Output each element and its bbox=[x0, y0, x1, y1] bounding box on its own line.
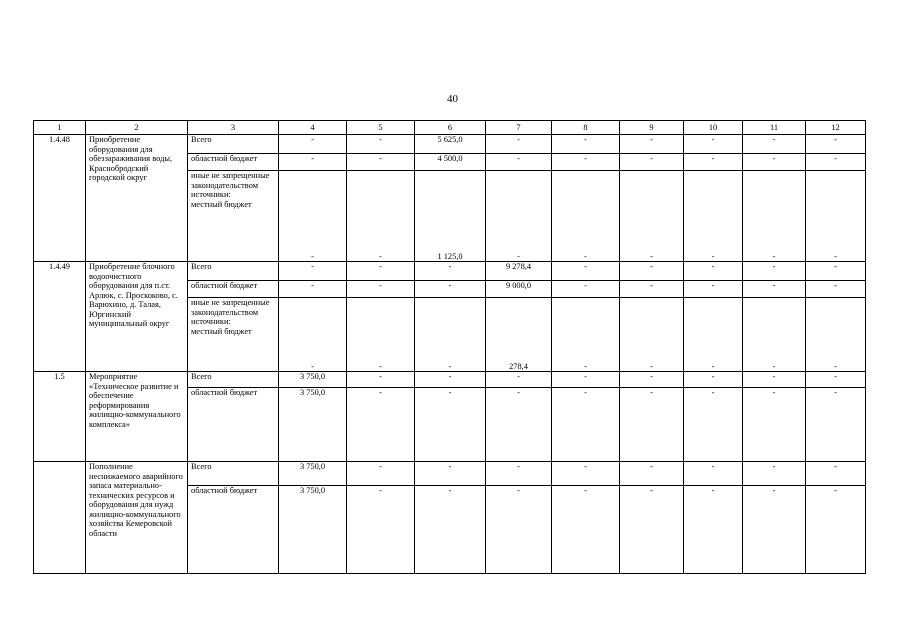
column-header: 4 bbox=[279, 121, 347, 135]
value-cell: - bbox=[552, 298, 620, 372]
funding-source-line: иные не запрещенные законодательством источники: bbox=[191, 171, 270, 199]
value-cell: - bbox=[347, 388, 415, 462]
column-header: 11 bbox=[743, 121, 806, 135]
value-cell: - bbox=[743, 388, 806, 462]
funding-source-line: местный бюджет bbox=[191, 326, 252, 336]
value-cell: - bbox=[806, 372, 866, 388]
value-cell: - bbox=[620, 298, 684, 372]
column-header: 1 bbox=[34, 121, 86, 135]
value-cell: 278,4 bbox=[486, 298, 552, 372]
value-cell: - bbox=[347, 298, 415, 372]
value-cell: - bbox=[347, 372, 415, 388]
value-cell: - bbox=[743, 154, 806, 171]
value-cell: - bbox=[684, 135, 743, 154]
value-cell: - bbox=[486, 388, 552, 462]
value-cell: - bbox=[806, 486, 866, 574]
value-cell: - bbox=[552, 281, 620, 298]
row-code bbox=[34, 462, 86, 574]
table-row bbox=[34, 462, 866, 486]
value-cell: - bbox=[347, 262, 415, 281]
value-cell: - bbox=[806, 262, 866, 281]
value-cell: 3 750,0 bbox=[279, 372, 347, 388]
budget-table bbox=[33, 120, 866, 574]
value-cell: - bbox=[806, 154, 866, 171]
value-cell: - bbox=[415, 388, 486, 462]
funding-source: Всего bbox=[188, 135, 279, 154]
value-cell: 1 125,0 bbox=[415, 171, 486, 262]
row-title: Пополнение неснижаемого аварийного запаса материально-технических ресурсов и оборудования для нужд жилищно-коммунального хозяйства Кемеровской области bbox=[86, 462, 188, 574]
value-cell: - bbox=[552, 486, 620, 574]
value-cell: - bbox=[620, 372, 684, 388]
value-cell: - bbox=[620, 486, 684, 574]
funding-source bbox=[188, 298, 279, 372]
value-cell: - bbox=[743, 281, 806, 298]
value-cell: - bbox=[552, 262, 620, 281]
value-cell: - bbox=[347, 486, 415, 574]
value-cell: - bbox=[415, 262, 486, 281]
value-cell: - bbox=[486, 135, 552, 154]
page-number: 40 bbox=[447, 93, 458, 105]
value-cell: - bbox=[806, 171, 866, 262]
value-cell: - bbox=[279, 154, 347, 171]
value-cell: - bbox=[743, 262, 806, 281]
value-cell: - bbox=[415, 281, 486, 298]
value-cell: - bbox=[620, 135, 684, 154]
table-row bbox=[34, 135, 866, 154]
value-cell: - bbox=[552, 154, 620, 171]
value-cell: 3 750,0 bbox=[279, 486, 347, 574]
value-cell: - bbox=[743, 298, 806, 372]
column-header: 3 bbox=[188, 121, 279, 135]
value-cell: - bbox=[415, 372, 486, 388]
value-cell: - bbox=[415, 462, 486, 486]
value-cell: - bbox=[347, 171, 415, 262]
column-header: 7 bbox=[486, 121, 552, 135]
value-cell: - bbox=[684, 171, 743, 262]
value-cell: - bbox=[743, 462, 806, 486]
column-header: 10 bbox=[684, 121, 743, 135]
value-cell: 3 750,0 bbox=[279, 388, 347, 462]
row-code: 1.4.48 bbox=[34, 135, 86, 262]
row-code: 1.4.49 bbox=[34, 262, 86, 372]
value-cell: - bbox=[279, 135, 347, 154]
value-cell: - bbox=[415, 486, 486, 574]
funding-source-line: иные не запрещенные законодательством источники: bbox=[191, 298, 270, 326]
value-cell: - bbox=[806, 462, 866, 486]
value-cell: - bbox=[347, 281, 415, 298]
value-cell: 5 625,0 bbox=[415, 135, 486, 154]
value-cell: - bbox=[684, 262, 743, 281]
value-cell: - bbox=[347, 135, 415, 154]
value-cell: - bbox=[620, 281, 684, 298]
funding-source: областной бюджет bbox=[188, 281, 279, 298]
value-cell: - bbox=[684, 486, 743, 574]
value-cell: - bbox=[486, 154, 552, 171]
funding-source: Всего bbox=[188, 462, 279, 486]
value-cell: - bbox=[347, 154, 415, 171]
value-cell: - bbox=[620, 171, 684, 262]
row-title: Приобретение оборудования для обеззараживания воды, Краснобродский городской округ bbox=[86, 135, 188, 262]
value-cell: - bbox=[684, 154, 743, 171]
row-code: 1.5 bbox=[34, 372, 86, 462]
header-row bbox=[34, 121, 866, 135]
row-title: Мероприятие «Техническое развитие и обеспечение реформирования жилищно-коммунального комплекса» bbox=[86, 372, 188, 462]
value-cell: - bbox=[743, 135, 806, 154]
value-cell: - bbox=[486, 372, 552, 388]
value-cell: - bbox=[620, 262, 684, 281]
column-header: 5 bbox=[347, 121, 415, 135]
value-cell: - bbox=[279, 262, 347, 281]
value-cell: - bbox=[620, 462, 684, 486]
table-row bbox=[34, 262, 866, 281]
value-cell: - bbox=[552, 171, 620, 262]
value-cell: - bbox=[552, 388, 620, 462]
column-header: 8 bbox=[552, 121, 620, 135]
value-cell: - bbox=[620, 388, 684, 462]
value-cell: - bbox=[486, 171, 552, 262]
value-cell: - bbox=[486, 486, 552, 574]
column-header: 2 bbox=[86, 121, 188, 135]
value-cell: - bbox=[684, 372, 743, 388]
value-cell: - bbox=[806, 281, 866, 298]
table-row bbox=[34, 372, 866, 388]
value-cell: - bbox=[743, 486, 806, 574]
value-cell: - bbox=[552, 462, 620, 486]
value-cell: - bbox=[743, 171, 806, 262]
funding-source: Всего bbox=[188, 262, 279, 281]
value-cell: - bbox=[552, 135, 620, 154]
value-cell: - bbox=[279, 298, 347, 372]
value-cell: 9 278,4 bbox=[486, 262, 552, 281]
value-cell: - bbox=[684, 462, 743, 486]
value-cell: - bbox=[486, 462, 552, 486]
value-cell: - bbox=[279, 171, 347, 262]
value-cell: - bbox=[684, 281, 743, 298]
column-header: 6 bbox=[415, 121, 486, 135]
value-cell: - bbox=[806, 298, 866, 372]
value-cell: 4 500,0 bbox=[415, 154, 486, 171]
row-title: Приобретение блочного водоочистного оборудования для п.ст. Арлюк, с. Проскоково, с. Варюхино, д. Талая, Юргинский муниципальный округ bbox=[86, 262, 188, 372]
value-cell: - bbox=[620, 154, 684, 171]
value-cell: 9 000,0 bbox=[486, 281, 552, 298]
funding-source-line: местный бюджет bbox=[191, 199, 252, 209]
value-cell: - bbox=[806, 388, 866, 462]
funding-source: областной бюджет bbox=[188, 154, 279, 171]
value-cell: - bbox=[743, 372, 806, 388]
funding-source: Всего bbox=[188, 372, 279, 388]
value-cell: - bbox=[684, 388, 743, 462]
value-cell: - bbox=[347, 462, 415, 486]
funding-source: областной бюджет bbox=[188, 388, 279, 462]
column-header: 12 bbox=[806, 121, 866, 135]
value-cell: - bbox=[279, 281, 347, 298]
column-header: 9 bbox=[620, 121, 684, 135]
value-cell: - bbox=[415, 298, 486, 372]
value-cell: 3 750,0 bbox=[279, 462, 347, 486]
value-cell: - bbox=[684, 298, 743, 372]
value-cell: - bbox=[806, 135, 866, 154]
funding-source: областной бюджет bbox=[188, 486, 279, 574]
funding-source bbox=[188, 171, 279, 262]
value-cell: - bbox=[552, 372, 620, 388]
